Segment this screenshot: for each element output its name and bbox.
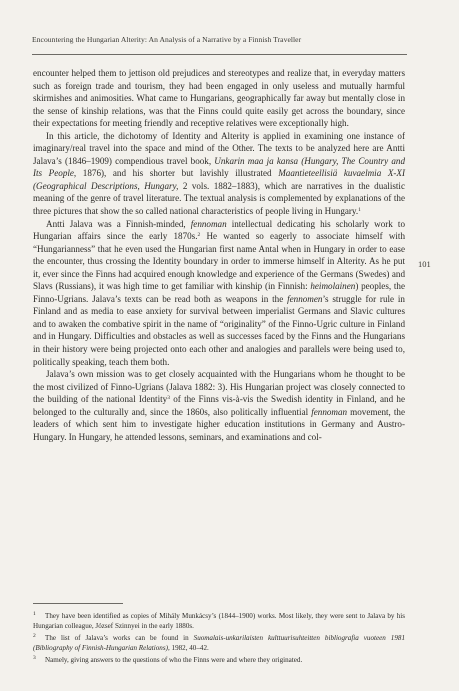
italic-run: fennomen [287,293,323,304]
text-run: encounter helped them to jettison old prejudices and stereotypes and realize that, in everyday matters such as foreign trade and tourism, they had been engaged in only useless and mutually harmful skirmishes and animosities. What came to Hungarians, geographically far away but mentally close in the sense of kinship relations, was that the Finns could quite easily get across the boundary, since their expectations for meeting friendly and receptive relatives were exceptionally high. [33,68,405,129]
page-number: 101 [418,259,431,269]
footnote: $^1$ They have been identified as copies of Mihály Munkácsy’s (1844–1900) works. Most likely, they were sent to Jalava by his Hungarian colleague, József Szinnyei in the early 1880s. [33,611,405,631]
italic-run: Unkarin maa ja kansa (Hungary, The Country and Its People, [33,155,405,179]
body-paragraph [33,368,405,443]
text-run: Jalava’s own mission was to get closely acquainted with the Hungarians whom he thought to be the most civilized of Finno-Ugrians (Jalava 1882: 3). His Hungarian project was closely connected to the building of the national Identity [33,369,405,405]
body-paragraph [33,218,405,369]
italic-run: fennoman [311,406,348,417]
text-run: 1982, 40–42. [169,644,209,653]
text-run: He wanted so eagerly to associate himself with “Hungarianness” that he even used the Hungarian first name Antal when in Hungary in order to ease the encounter, thus crossing the Identity boundary in order to immerse himself in Alterity. As he put it, ever since the Finns had acquired enough knowledge and experience of the Germans (Swedes) and Slavs (Russians), it was high time to get familiar with kinship (in Finnish: [33,231,405,292]
footnote: $^3$ Namely, giving answers to the questions of who the Finns were and where they originated. [33,655,303,665]
italic-run: Maantieteellisiä kuvaelmia X-XI (Geographical Descriptions, Hungary, [33,168,406,191]
text-run: ’s struggle for rule in Finland and as media to ease anxiety for survival between imperialist Germans and Slavic cultures and to awaken the combative spirit in the name of “originality” of the Finno-Ugric culture in Finland and in Hungary. Difficulties and obstacles as well as successes faced by the Finns and the Hungarians in their history were being projected onto each other and analogies and parallels were being used to, politically speaking, teach them both. [33,293,405,367]
text-run: Antti Jalava was a Finnish-minded, [46,218,191,229]
text-run: intellectual dedicating his scholarly work to Hungarian affairs since the early 1870s. [33,218,405,242]
text-run: 1876), and his shorter but lavishly illustrated [76,168,279,179]
footnote: $^2$ The list of Jalava’s works can be found in Suomalais-unkarilaisten kulttuurisuhteitten bibliografia vuoteen 1981 (Bibliography of Finnish-Hungarian Relations), 1982, 40–42. [33,633,405,653]
body-paragraph [33,67,405,130]
italic-run: fennoman [190,218,227,229]
text-run: movement, the leaders of which sent him to investigate higher education institutions in Germany and Austro-Hungary. In Hungary, he attended lessons, seminars, and examinations and col- [33,406,405,442]
body-paragraph [33,130,405,218]
text-run: They have been identified as copies of Mihály Munkácsy’s (1844–1900) works. Most likely, they were sent to Jalava by his Hungarian colleague, József Szinnyei in the early 1880s. [33,612,405,631]
text-run: In this article, the dichotomy of Identity and Alterity is applied in examining one instance of imaginary/real travel into the space and mind of the Other. The texts to be analyzed here are Antti Jalava’s (1846–1909) compendious travel book, [33,130,405,166]
header-rule [32,54,407,55]
footnote-ref: 3 [167,395,170,402]
text-run: ) peoples, the Finno-Ugrians. Jalava’s texts can be read both as weapons in the [33,281,405,304]
footnote-ref: 1 [358,207,361,214]
footnote-rule [33,603,123,604]
running-head: Encountering the Hungarian Alterity: An Analysis of a Narrative by a Finnish Traveller [32,35,302,44]
text-run: Namely, giving answers to the questions of who the Finns were and where they originated. [45,656,303,665]
text-run: The list of Jalava’s works can be found in [45,634,194,643]
italic-run: Suomalais-unkarilaisten kulttuurisuhteitten bibliografia vuoteen 1981 (Bibliography of Finnish-Hungarian Relations), [33,634,405,653]
text-run: 2 vols. 1882–1883), which are narratives in the dualistic meaning of the genre of travel literature. The textual analysis is complemented by explanations of the three pictures that show the so called national characteristics of people living in Hungary. [33,180,405,217]
italic-run: heimolainen [310,281,356,292]
footnotes [33,611,405,667]
body-text [33,67,405,443]
footnote-ref: 2 [197,232,201,239]
text-run: of the Finns vis-à-vis the Swedish identity in Finland, and he belonged to the culturally and, since the 1860s, also politically influential [33,394,405,417]
